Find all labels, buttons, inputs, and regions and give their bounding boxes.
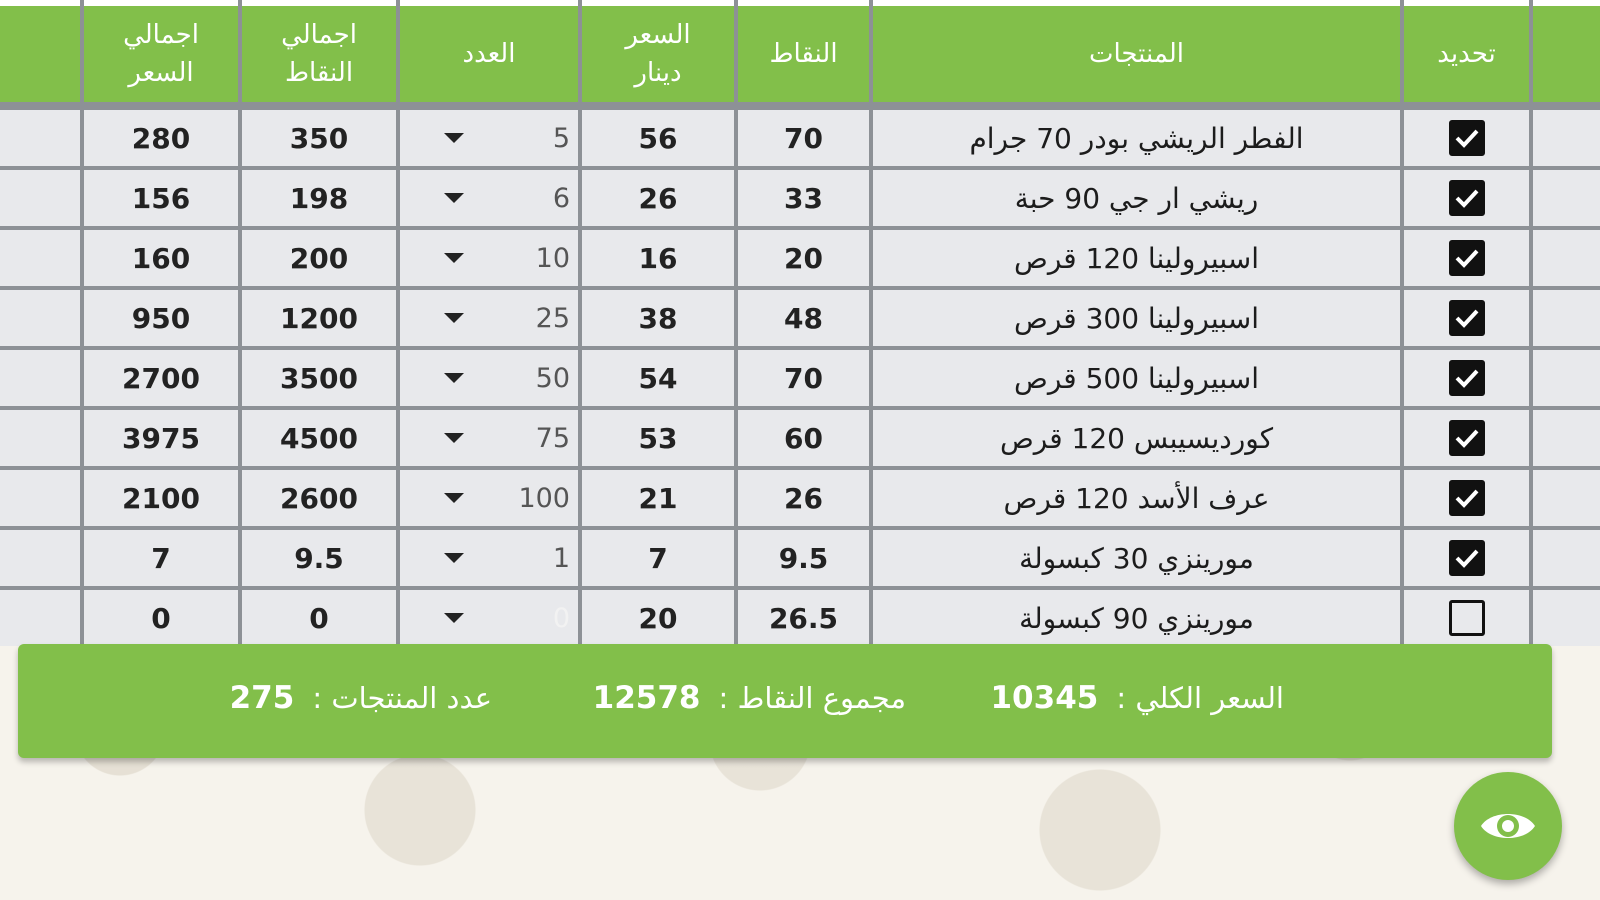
total-points-cell: 2600 (242, 466, 396, 526)
quantity-value: 10 (535, 242, 570, 274)
dropdown-arrow-icon (444, 313, 464, 323)
total-points-cell: 200 (242, 226, 396, 286)
row-empty-right (1533, 526, 1600, 586)
product-name-cell: الفطر الريشي بودر 70 جرام (873, 102, 1400, 166)
price-cell: 21 (582, 466, 734, 526)
checkmark-icon (1452, 423, 1482, 453)
select-checkbox[interactable] (1449, 420, 1485, 456)
points-cell: 33 (738, 166, 869, 226)
select-cell (1404, 586, 1529, 646)
summary-total-price (990, 680, 1284, 716)
checkmark-icon (1452, 123, 1482, 153)
quantity-value: 5 (552, 122, 570, 154)
quantity-value: 75 (535, 422, 570, 454)
summary-total-points (593, 680, 906, 716)
points-cell: 48 (738, 286, 869, 346)
product-name-cell: مورينزي 30 كبسولة (873, 526, 1400, 586)
total-points-cell: 4500 (242, 406, 396, 466)
dropdown-arrow-icon (444, 433, 464, 443)
quantity-value: 25 (535, 302, 570, 334)
header-total-price (84, 0, 238, 102)
quantity-value: 50 (535, 362, 570, 394)
dropdown-arrow-icon (444, 613, 464, 623)
header-price-label: السعر دينار (625, 20, 691, 88)
select-cell (1404, 526, 1529, 586)
total-price-cell: 156 (84, 166, 238, 226)
header-total-points (242, 0, 396, 102)
total-price-cell: 160 (84, 226, 238, 286)
header-quantity (400, 0, 578, 102)
summary-bar (18, 644, 1552, 758)
total-price-cell: 280 (84, 102, 238, 166)
total-price-cell: 2100 (84, 466, 238, 526)
row-empty-right (1533, 346, 1600, 406)
total-price-cell: 0 (84, 586, 238, 646)
header-empty-left (0, 0, 80, 102)
checkmark-icon (1452, 543, 1482, 573)
dropdown-arrow-icon (444, 493, 464, 503)
select-cell (1404, 226, 1529, 286)
quantity-value: 100 (518, 482, 570, 514)
total-price-label: السعر الكلي : (1116, 681, 1284, 715)
row-empty-right (1533, 586, 1600, 646)
select-checkbox[interactable] (1449, 240, 1485, 276)
points-cell: 26.5 (738, 586, 869, 646)
checkmark-icon (1452, 483, 1482, 513)
dropdown-arrow-icon (444, 193, 464, 203)
select-cell (1404, 406, 1529, 466)
total-points-cell: 198 (242, 166, 396, 226)
points-cell: 60 (738, 406, 869, 466)
row-empty-left (0, 586, 80, 646)
header-points-label: النقاط (769, 39, 838, 69)
dropdown-arrow-icon (444, 133, 464, 143)
product-count-label: عدد المنتجات : (312, 681, 492, 715)
price-cell: 38 (582, 286, 734, 346)
quantity-dropdown[interactable] (400, 406, 578, 466)
select-checkbox[interactable] (1449, 300, 1485, 336)
total-price-value: 10345 (990, 680, 1099, 716)
product-name-cell: اسبيرولينا 500 قرص (873, 346, 1400, 406)
row-empty-left (0, 406, 80, 466)
product-name-cell: ريشي ار جي 90 حبة (873, 166, 1400, 226)
row-empty-left (0, 166, 80, 226)
row-empty-left (0, 102, 80, 166)
summary-product-count (230, 680, 492, 716)
total-points-label: مجموع النقاط : (718, 681, 906, 715)
product-name-cell: مورينزي 90 كبسولة (873, 586, 1400, 646)
price-cell: 53 (582, 406, 734, 466)
points-cell: 26 (738, 466, 869, 526)
header-price (582, 0, 734, 102)
product-name-cell: عرف الأسد 120 قرص (873, 466, 1400, 526)
product-name-cell: كورديسيبس 120 قرص (873, 406, 1400, 466)
header-points (738, 0, 869, 102)
row-empty-left (0, 286, 80, 346)
quantity-dropdown[interactable] (400, 586, 578, 646)
price-cell: 7 (582, 526, 734, 586)
price-cell: 16 (582, 226, 734, 286)
points-cell: 9.5 (738, 526, 869, 586)
product-name-cell: اسبيرولينا 300 قرص (873, 286, 1400, 346)
select-checkbox[interactable] (1449, 600, 1485, 636)
header-quantity-label: العدد (462, 39, 516, 69)
points-cell: 70 (738, 102, 869, 166)
price-cell: 56 (582, 102, 734, 166)
quantity-value: 1 (552, 542, 570, 574)
checkmark-icon (1452, 303, 1482, 333)
row-empty-left (0, 466, 80, 526)
view-fab-button[interactable] (1454, 772, 1562, 880)
header-select-label: تحديد (1437, 39, 1496, 69)
header-products-label: المنتجات (1088, 39, 1185, 69)
select-cell (1404, 346, 1529, 406)
total-points-cell: 0 (242, 586, 396, 646)
total-points-cell: 9.5 (242, 526, 396, 586)
product-count-value: 275 (229, 680, 295, 716)
quantity-dropdown[interactable] (400, 286, 578, 346)
row-empty-left (0, 526, 80, 586)
row-empty-left (0, 346, 80, 406)
points-cell: 70 (738, 346, 869, 406)
total-points-cell: 1200 (242, 286, 396, 346)
quantity-value: 0 (552, 602, 570, 634)
points-cell: 20 (738, 226, 869, 286)
row-empty-right (1533, 406, 1600, 466)
price-cell: 54 (582, 346, 734, 406)
row-empty-right (1533, 102, 1600, 166)
checkmark-icon (1452, 363, 1482, 393)
select-cell (1404, 286, 1529, 346)
header-total-price-label: اجمالي السعر (123, 20, 199, 88)
select-checkbox[interactable] (1449, 360, 1485, 396)
select-checkbox[interactable] (1449, 480, 1485, 516)
total-price-cell: 950 (84, 286, 238, 346)
row-empty-right (1533, 226, 1600, 286)
select-checkbox[interactable] (1449, 180, 1485, 216)
select-cell (1404, 166, 1529, 226)
checkmark-icon (1452, 243, 1482, 273)
total-points-value: 12578 (592, 680, 701, 716)
total-price-cell: 2700 (84, 346, 238, 406)
quantity-dropdown[interactable] (400, 466, 578, 526)
header-total-points-label: اجمالي النقاط (281, 20, 357, 88)
select-checkbox[interactable] (1449, 120, 1485, 156)
row-empty-left (0, 226, 80, 286)
select-checkbox[interactable] (1449, 540, 1485, 576)
quantity-dropdown[interactable] (400, 102, 578, 166)
total-points-cell: 350 (242, 102, 396, 166)
row-empty-right (1533, 166, 1600, 226)
header-empty-right (1533, 0, 1600, 102)
quantity-dropdown[interactable] (400, 166, 578, 226)
row-empty-right (1533, 466, 1600, 526)
checkmark-icon (1452, 183, 1482, 213)
dropdown-arrow-icon (444, 253, 464, 263)
product-name-cell: اسبيرولينا 120 قرص (873, 226, 1400, 286)
row-empty-right (1533, 286, 1600, 346)
total-points-cell: 3500 (242, 346, 396, 406)
header-select (1404, 0, 1529, 102)
quantity-value: 6 (552, 182, 570, 214)
quantity-dropdown[interactable] (400, 526, 578, 586)
dropdown-arrow-icon (444, 373, 464, 383)
total-price-cell: 3975 (84, 406, 238, 466)
dropdown-arrow-icon (444, 553, 464, 563)
price-cell: 26 (582, 166, 734, 226)
quantity-dropdown[interactable] (400, 226, 578, 286)
eye-icon (1479, 806, 1537, 846)
select-cell (1404, 466, 1529, 526)
header-products (873, 0, 1400, 102)
quantity-dropdown[interactable] (400, 346, 578, 406)
price-cell: 20 (582, 586, 734, 646)
select-cell (1404, 102, 1529, 166)
total-price-cell: 7 (84, 526, 238, 586)
